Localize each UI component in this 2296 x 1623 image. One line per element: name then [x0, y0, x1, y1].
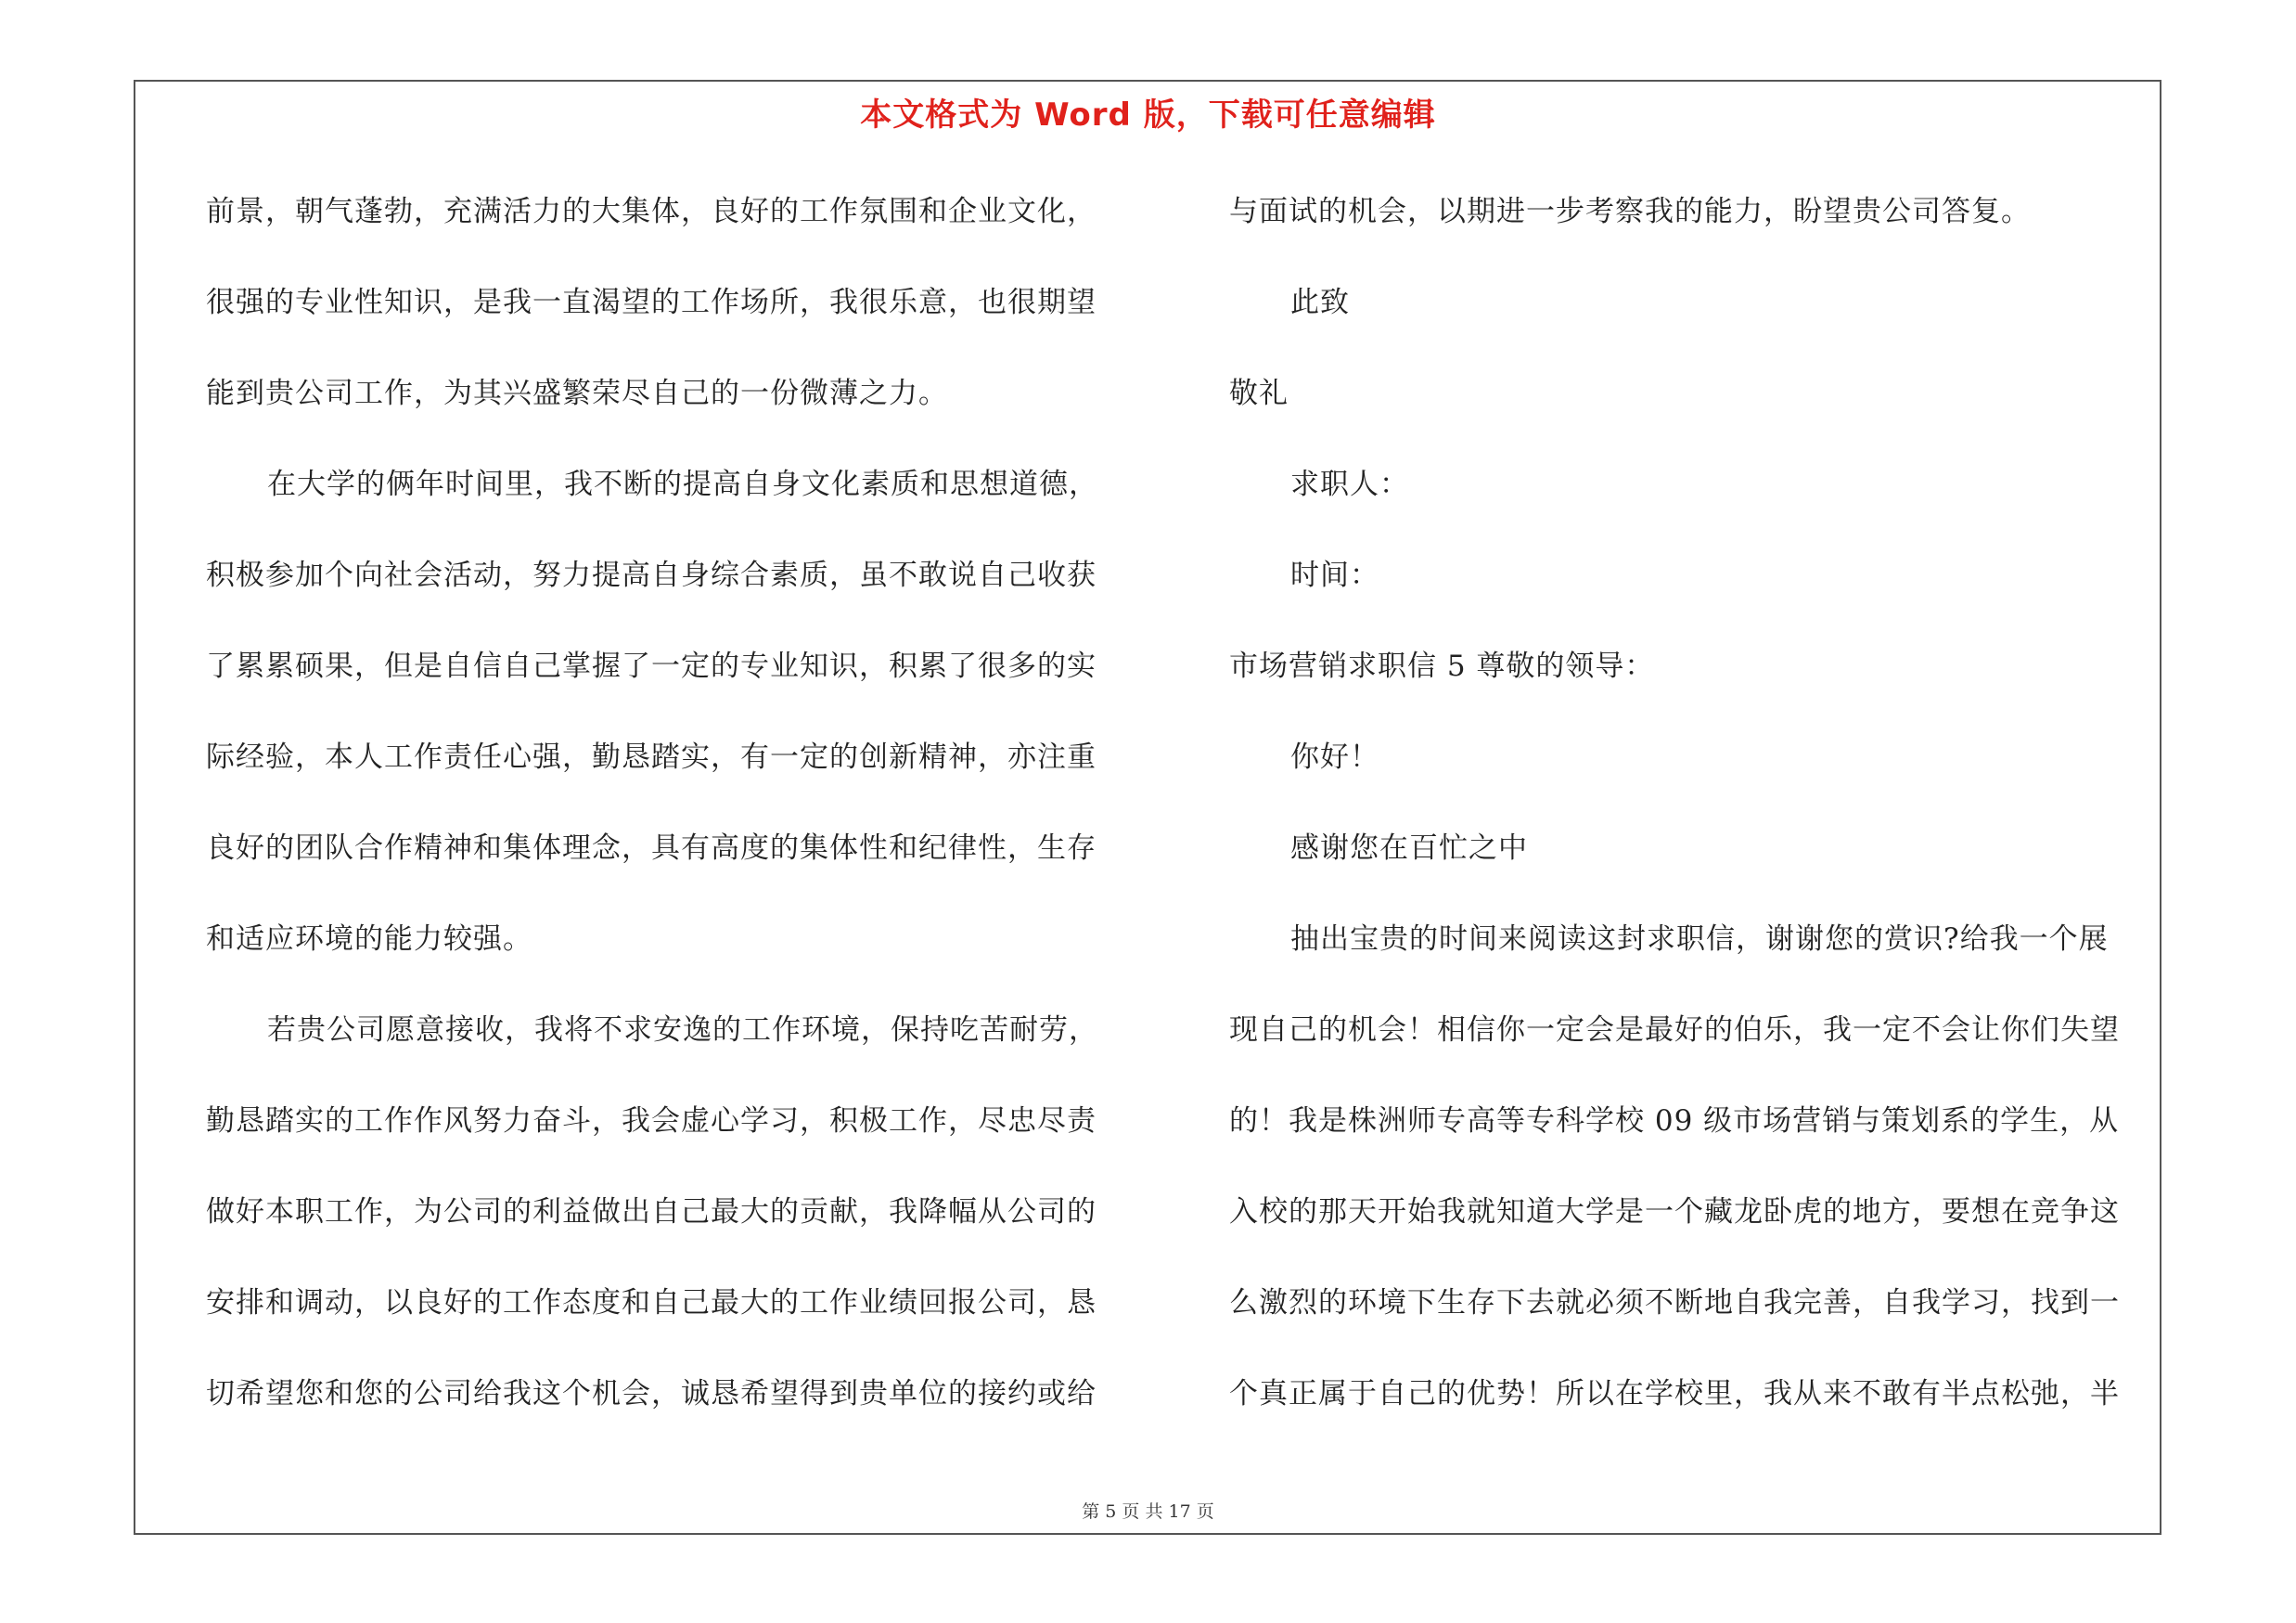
text-line: 的！我是株洲师专高等专科学校 09 级市场营销与策划系的学生，从: [1229, 1104, 2120, 1138]
text-line: 么激烈的环境下生存下去就必须不断地自我完善，自我学习，找到一: [1229, 1286, 2120, 1320]
closing-regards: 敬礼: [1229, 377, 1289, 410]
page-number: 第 5 页 共 17 页: [1082, 1501, 1214, 1522]
applicant-label: 求职人：: [1290, 468, 1409, 501]
greeting: 你好！: [1290, 741, 1379, 774]
text-line: 际经验，本人工作责任心强，勤恳踏实，有一定的创新精神，亦注重: [206, 741, 1097, 774]
word-format-banner: 本文格式为 Word 版，下载可任意编辑: [860, 97, 1436, 134]
letter-heading: 市场营销求职信 5 尊敬的领导：: [1229, 650, 1655, 683]
text-line: 安排和调动，以良好的工作态度和自己最大的工作业绩回报公司，恳: [206, 1286, 1097, 1320]
text-line: 了累累硕果，但是自信自己掌握了一定的专业知识，积累了很多的实: [206, 650, 1097, 683]
text-line: 做好本职工作，为公司的利益做出自己最大的贡献，我降幅从公司的: [206, 1195, 1097, 1229]
text-line: 积极参加个向社会活动，努力提高自身综合素质，虽不敢说自己收获: [206, 559, 1097, 592]
paragraph-start-line: 感谢您在百忙之中: [1290, 831, 1528, 865]
date-label: 时间：: [1290, 559, 1379, 592]
paragraph-start-line: 抽出宝贵的时间来阅读这封求职信，谢谢您的赏识?给我一个展: [1290, 922, 2109, 956]
text-line: 很强的专业性知识，是我一直渴望的工作场所，我很乐意，也很期望: [206, 286, 1097, 319]
text-line: 入校的那天开始我就知道大学是一个藏龙卧虎的地方，要想在竞争这: [1229, 1195, 2120, 1229]
text-line: 勤恳踏实的工作作风努力奋斗，我会虚心学习，积极工作，尽忠尽责: [206, 1104, 1097, 1138]
paragraph-start-line: 在大学的俩年时间里，我不断的提高自身文化素质和思想道德，: [267, 468, 1098, 501]
text-line: 个真正属于自己的优势！所以在学校里，我从来不敢有半点松弛，半: [1229, 1377, 2120, 1410]
text-line: 能到贵公司工作，为其兴盛繁荣尽自己的一份微薄之力。: [206, 377, 948, 410]
text-line: 切希望您和您的公司给我这个机会，诚恳希望得到贵单位的接约或给: [206, 1377, 1097, 1410]
text-line: 与面试的机会，以期进一步考察我的能力，盼望贵公司答复。: [1229, 195, 2031, 228]
left-text-column: [206, 182, 1134, 1455]
text-line: 良好的团队合作精神和集体理念，具有高度的集体性和纪律性，生存: [206, 831, 1097, 865]
paragraph-start-line: 若贵公司愿意接收，我将不求安逸的工作环境，保持吃苦耐劳，: [267, 1013, 1098, 1047]
text-line: 前景，朝气蓬勃，充满活力的大集体，良好的工作氛围和企业文化，: [206, 195, 1097, 228]
closing-salutation: 此致: [1290, 286, 1350, 319]
text-line: 现自己的机会！相信你一定会是最好的伯乐，我一定不会让你们失望: [1229, 1013, 2120, 1047]
text-line: 和适应环境的能力较强。: [206, 922, 532, 956]
right-text-column: [1229, 182, 2157, 1455]
